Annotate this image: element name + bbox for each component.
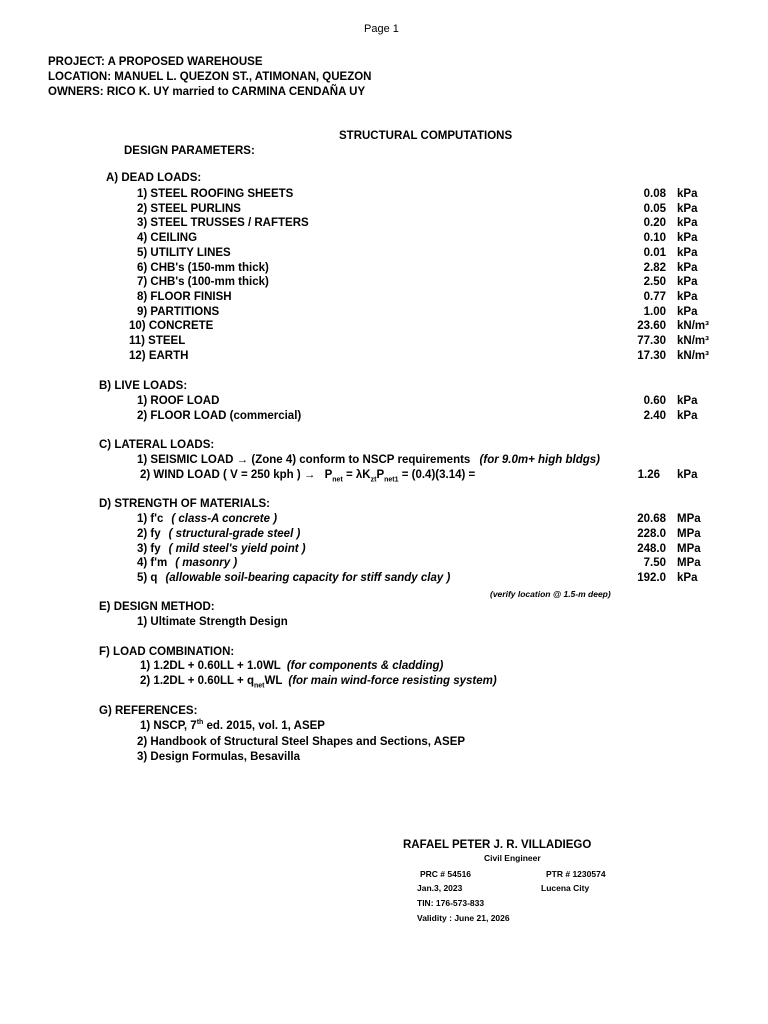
dead-load-label bbox=[137, 275, 269, 289]
strength-unit: MPa bbox=[677, 542, 701, 555]
live-load-unit: kPa bbox=[677, 409, 698, 422]
dead-load-value: 0.20 bbox=[643, 217, 666, 230]
dead-load-label-text: 9) PARTITIONS bbox=[137, 305, 220, 318]
live-load-label-text: 1) ROOF LOAD bbox=[137, 395, 220, 407]
signature-date: Jan.3, 2023 bbox=[417, 883, 463, 893]
dead-load-unit: kPa bbox=[677, 232, 698, 245]
strength-note: ( class-A concrete ) bbox=[171, 513, 278, 525]
dead-load-unit: kN/m³ bbox=[677, 335, 709, 347]
strength-label-text: 1) f'c bbox=[137, 513, 164, 525]
owners-line: OWNERS: RICO K. UY married to CARMINA CENDAÑA UY bbox=[48, 86, 366, 98]
wind-equation-result: = (0.4)(3.14) = bbox=[398, 469, 476, 481]
dead-load-unit: kPa bbox=[677, 188, 698, 200]
load-combination-2-note: (for main wind-force resisting system) bbox=[288, 675, 497, 687]
wind-load-value: 1.26 bbox=[637, 469, 660, 481]
dead-load-value: 23.60 bbox=[637, 320, 666, 333]
seismic-load-text: 1) SEISMIC LOAD → (Zone 4) conform to NSCP requirements bbox=[137, 454, 471, 466]
dead-load-value: 2.82 bbox=[643, 261, 666, 274]
dead-load-label-text: 1) STEEL ROOFING SHEETS bbox=[137, 188, 294, 200]
strength-value: 192.0 bbox=[637, 572, 666, 585]
dead-load-label bbox=[137, 290, 232, 304]
dead-load-label-text: 8) FLOOR FINISH bbox=[137, 290, 232, 303]
tin-number: TIN: 176-573-833 bbox=[417, 898, 485, 908]
dead-load-unit: kPa bbox=[677, 202, 698, 215]
strength-note: ( mild steel's yield point ) bbox=[168, 542, 306, 555]
dead-load-value: 17.30 bbox=[637, 349, 666, 362]
dead-load-value: 1.00 bbox=[643, 305, 666, 318]
dead-load-value: 77.30 bbox=[637, 335, 666, 347]
p-symbol: P bbox=[324, 469, 333, 481]
design-method-item: 1) Ultimate Strength Design bbox=[137, 616, 288, 628]
design-method-heading: E) DESIGN METHOD: bbox=[99, 601, 215, 613]
signature-place: Lucena City bbox=[541, 883, 590, 893]
strength-label-text: 5) q bbox=[137, 572, 158, 585]
strength-label bbox=[137, 527, 300, 541]
strength-label-text: 4) f'm bbox=[137, 557, 168, 570]
lambda-k: = λK bbox=[342, 469, 371, 481]
strength-unit: MPa bbox=[677, 527, 701, 540]
wind-load-label: 2) WIND LOAD ( V = 250 kph ) → bbox=[140, 469, 316, 481]
dead-load-label-text: 12) EARTH bbox=[129, 349, 189, 362]
strength-note: ( masonry ) bbox=[175, 557, 238, 570]
strength-label-text: 3) fy bbox=[137, 542, 161, 555]
p2-subscript: net1 bbox=[384, 476, 399, 484]
dead-load-unit: kPa bbox=[677, 261, 698, 274]
dead-loads-heading: A) DEAD LOADS: bbox=[106, 172, 202, 184]
strength-label-text: 2) fy bbox=[137, 527, 161, 540]
lateral-loads-heading: C) LATERAL LOADS: bbox=[99, 439, 215, 451]
live-load-value: 0.60 bbox=[643, 395, 666, 407]
load-combination-1-note: (for components & cladding) bbox=[286, 660, 444, 672]
dead-load-value: 0.08 bbox=[643, 188, 666, 200]
dead-load-label bbox=[129, 334, 185, 348]
live-load-label-text: 2) FLOOR LOAD (commercial) bbox=[137, 409, 302, 422]
references-heading: G) REFERENCES: bbox=[99, 705, 198, 717]
design-parameters-heading: DESIGN PARAMETERS: bbox=[124, 145, 255, 157]
page-label: Page 1 bbox=[364, 23, 399, 35]
dead-load-label-text: 7) CHB's (100-mm thick) bbox=[137, 276, 269, 289]
strength-value: 248.0 bbox=[637, 542, 666, 555]
strength-unit: MPa bbox=[677, 513, 701, 525]
live-load-unit: kPa bbox=[677, 395, 698, 407]
p-subscript: net bbox=[332, 476, 343, 484]
strength-note: ( structural-grade steel ) bbox=[168, 527, 301, 540]
dead-load-label bbox=[137, 246, 231, 260]
dead-load-unit: kN/m³ bbox=[677, 320, 709, 333]
dead-load-label bbox=[129, 349, 188, 363]
strength-unit: kPa bbox=[677, 572, 698, 585]
document-title: STRUCTURAL COMPUTATIONS bbox=[339, 130, 513, 142]
engineer-title: Civil Engineer bbox=[484, 853, 541, 863]
reference-1-text: 1) NSCP, 7 bbox=[140, 720, 197, 732]
dead-load-label-text: 4) CEILING bbox=[137, 232, 198, 245]
wind-load-line bbox=[140, 468, 475, 482]
strength-value: 228.0 bbox=[637, 527, 666, 540]
dead-load-value: 0.10 bbox=[643, 232, 666, 245]
q-subscript: net bbox=[254, 682, 265, 690]
strength-value: 7.50 bbox=[643, 557, 666, 570]
live-loads-heading: B) LIVE LOADS: bbox=[99, 380, 188, 392]
k-subscript: zt bbox=[370, 476, 377, 484]
reference-1-rest: ed. 2015, vol. 1, ASEP bbox=[203, 720, 325, 732]
wind-formula bbox=[324, 469, 476, 484]
engineer-name: RAFAEL PETER J. R. VILLADIEGO bbox=[403, 839, 592, 851]
dead-load-label bbox=[137, 216, 309, 230]
dead-load-unit: kPa bbox=[677, 276, 698, 289]
reference-1 bbox=[140, 719, 325, 733]
strength-label bbox=[137, 542, 306, 556]
load-combination-heading: F) LOAD COMBINATION: bbox=[99, 646, 235, 658]
prc-number: PRC # 54516 bbox=[420, 869, 472, 879]
dead-load-label-text: 10) CONCRETE bbox=[129, 320, 214, 333]
dead-load-unit: kPa bbox=[677, 217, 698, 230]
dead-load-label-text: 2) STEEL PURLINS bbox=[137, 202, 241, 215]
live-load-label bbox=[137, 409, 301, 423]
reference-2: 2) Handbook of Structural Steel Shapes and Sections, ASEP bbox=[137, 736, 466, 748]
load-combination-1 bbox=[140, 659, 443, 673]
strength-unit: MPa bbox=[677, 557, 701, 570]
reference-3: 3) Design Formulas, Besavilla bbox=[137, 751, 300, 763]
dead-load-unit: kPa bbox=[677, 305, 698, 318]
dead-load-label-text: 3) STEEL TRUSSES / RAFTERS bbox=[137, 217, 309, 230]
location-line: LOCATION: MANUEL L. QUEZON ST., ATIMONAN, QUEZON bbox=[48, 71, 372, 83]
dead-load-label-text: 11) STEEL bbox=[129, 335, 186, 347]
load-combination-2-formula: 2) 1.2DL + 0.60LL + q bbox=[140, 675, 254, 687]
dead-load-value: 0.05 bbox=[643, 202, 666, 215]
strength-note: (allowable soil-bearing capacity for stiff sandy clay ) bbox=[165, 572, 451, 585]
strength-label bbox=[137, 571, 450, 585]
project-line: PROJECT: A PROPOSED WAREHOUSE bbox=[48, 56, 263, 68]
dead-load-value: 0.77 bbox=[643, 290, 666, 303]
validity-date: Validity : June 21, 2026 bbox=[417, 913, 510, 923]
dead-load-label bbox=[129, 319, 213, 333]
strength-label bbox=[137, 556, 237, 570]
dead-load-label bbox=[137, 231, 197, 245]
dead-load-unit: kN/m³ bbox=[677, 349, 709, 362]
seismic-load-note: (for 9.0m+ high bldgs) bbox=[479, 454, 600, 466]
strength-heading: D) STRENGTH OF MATERIALS: bbox=[99, 498, 270, 510]
dead-load-value: 0.01 bbox=[643, 246, 666, 259]
dead-load-label-text: 5) UTILITY LINES bbox=[137, 246, 231, 259]
seismic-load-line bbox=[137, 453, 600, 467]
p2-symbol: P bbox=[376, 469, 385, 481]
reference-1-sup: th bbox=[196, 719, 204, 727]
wind-load-unit: kPa bbox=[677, 469, 698, 481]
strength-label bbox=[137, 512, 277, 526]
load-combination-1-formula: 1) 1.2DL + 0.60LL + 1.0WL bbox=[140, 660, 281, 672]
dead-load-label bbox=[137, 187, 293, 201]
dead-load-unit: kPa bbox=[677, 246, 698, 259]
dead-load-label bbox=[137, 261, 269, 275]
load-combination-2-wl: WL bbox=[264, 675, 283, 687]
load-combination-2 bbox=[140, 674, 497, 688]
live-load-value: 2.40 bbox=[643, 409, 666, 422]
dead-load-label bbox=[137, 305, 219, 319]
dead-load-value: 2.50 bbox=[643, 276, 666, 289]
dead-load-label bbox=[137, 202, 241, 216]
live-load-label bbox=[137, 394, 219, 408]
dead-load-label-text: 6) CHB's (150-mm thick) bbox=[137, 261, 269, 274]
verify-location-note: (verify location @ 1.5-m deep) bbox=[490, 589, 611, 599]
strength-value: 20.68 bbox=[637, 513, 666, 525]
dead-load-unit: kPa bbox=[677, 290, 698, 303]
ptr-number: PTR # 1230574 bbox=[546, 869, 606, 879]
